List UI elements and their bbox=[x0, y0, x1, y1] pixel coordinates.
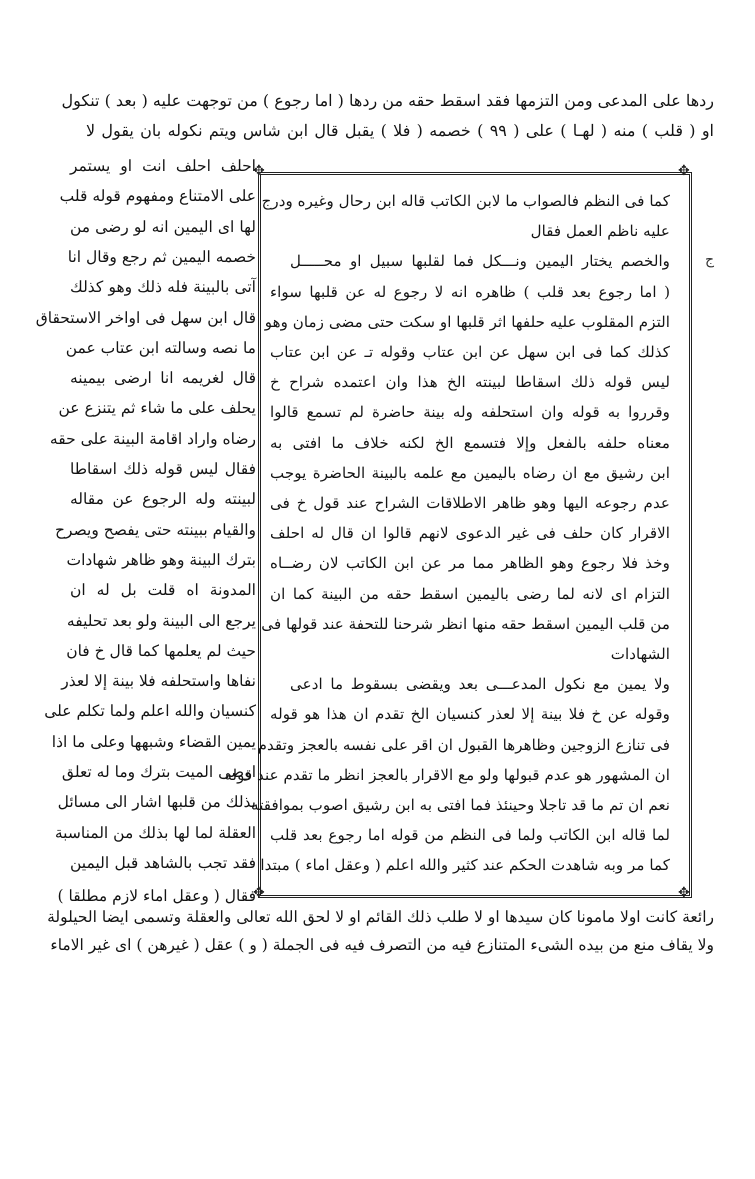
side-line: ما نصه وسالته ابن عتاب عمن bbox=[65, 338, 256, 357]
frame-corner-ornament: ✥ bbox=[253, 885, 265, 901]
frame-corner-ornament: ✥ bbox=[678, 163, 690, 179]
commentary-line: لما قاله ابن الكاتب ولما فى النظم من قوله اما رجوع بعد قلب bbox=[270, 826, 670, 845]
commentary-line: كما مر وبه شاهدت الحكم عند كثير والله اعلم ( وعقل اماء ) مبتدا bbox=[260, 856, 670, 875]
commentary-line: من قلب اليمين اسقط حقه منها انظر شرحنا للتحفة عند قولها فى bbox=[261, 614, 670, 633]
commentary-line: نعم ان تم ما قد تاجلا وحينئذ فما افتى به ابن رشيق اصوب بموافقته bbox=[251, 796, 670, 814]
commentary-line: التزام اى لانه لما رضى باليمين اسقط حقه من البينة كما ان bbox=[270, 584, 670, 603]
commentary-line: ليس قوله ذلك اسقاطا لبينته الخ هذا وان اعتمده شراح خ bbox=[270, 373, 670, 392]
commentary-line: ابن رشيق مع ان رضاه باليمين مع علمه بالبينة الحاضرة يوجب bbox=[270, 463, 670, 482]
side-line: العقلة لما لها بذلك من المناسبة bbox=[54, 823, 256, 842]
side-line: يحلف على ما شاء ثم يتنزع عن bbox=[58, 399, 256, 418]
side-line: لها اى اليمين انه لو رضى من bbox=[70, 217, 256, 236]
bottom-line: رائعة كانت اولا مامونا كان سيدها او لا طلب ذلك القائم او لا لحق الله تعالى والعقلة وتسمى ايضا الحيلولة bbox=[47, 908, 714, 926]
side-line: يرجع الى البينة ولو بعد تحليفه bbox=[66, 611, 256, 630]
side-line: فقد تجب بالشاهد قبل اليمين bbox=[70, 853, 256, 872]
commentary-line: الاقرار كان حلف فى غير الدعوى لانهم قالوا ان قال له احلف bbox=[270, 524, 670, 543]
frame-corner-ornament: ✥ bbox=[253, 163, 265, 179]
side-line: قال لغريمه انا ارضى بيمينه bbox=[70, 369, 256, 388]
commentary-line: وخذ فلا رجوع وهو الظاهر مما مر عن ابن الكاتب لان رضــاه bbox=[270, 554, 670, 573]
side-line: كنسيان والله اعلم ولما تكلم على bbox=[44, 702, 256, 721]
frame-corner-ornament: ✥ bbox=[678, 885, 690, 901]
side-line: المدونة اه قلت بل له ان bbox=[70, 581, 256, 600]
commentary-line: والخصم يختار اليمين ونـــكل فما لقلبها سبيل او محـــــل bbox=[290, 252, 670, 271]
commentary-line: ولا يمين مع نكول المدعـــى بعد ويقضى بسقوط ما ادعى bbox=[290, 675, 670, 694]
side-line: آتى بالبينة فله ذلك وهو كذلك bbox=[70, 278, 256, 297]
commentary-line: وقرروا به قوله وان استحلفه وله بينة حاضرة لم تسمع قالوا bbox=[270, 403, 670, 422]
side-line: خصمه اليمين ثم رجع وقال انا bbox=[67, 247, 256, 266]
commentary-line: ان المشهور هو عدم قبولها ولو مع الاقرار بالعجز انظر ما تقدم عند قوله bbox=[224, 765, 670, 784]
commentary-line: وقوله عن خ فلا بينة إلا لعذر كنسيان الخ تقدم ان هذا هو قوله bbox=[270, 705, 670, 724]
commentary-line: كذلك كما فى ابن سهل عن ابن عتاب وقوله تـ عن ابن عتاب bbox=[270, 343, 670, 361]
side-line: بترك البينة وهو ظاهر شهادات bbox=[66, 550, 256, 569]
side-line: احلف احلف انت او يستمر bbox=[70, 157, 256, 175]
side-line: لبينته وله الرجوع عن مقاله bbox=[70, 490, 256, 509]
side-line: رضاه واراد اقامة البينة على حقه bbox=[49, 429, 256, 448]
side-line: قال ابن سهل فى اواخر الاستحقاق bbox=[35, 308, 256, 327]
bottom-line: ولا يقاف منع من بيده الشىء المتنازع فيه من التصرف فيه فى الجملة ( و ) عقل ( غيرهن ) اى غير الاماء bbox=[50, 936, 714, 954]
side-line: على الامتناع ومفهوم قوله قلب bbox=[59, 187, 256, 206]
side-line: فقال ( وعقل اماء لازم مطلقا ) bbox=[57, 887, 256, 905]
side-line: يمين القضاء وشبهها وعلى ما اذا bbox=[51, 732, 256, 751]
margin-note: ج bbox=[705, 252, 715, 268]
top-line: او ( قلب ) منه ( لهـا ) على ( ٩٩ ) خصمه ( فلا ) يقبل قال ابن شاس ويتم نكوله بان يقول لا bbox=[86, 121, 714, 140]
commentary-line: الشهادات bbox=[610, 645, 670, 663]
commentary-line: فى تنازع الزوجين وظاهرها القبول ان اقر على نفسه بالعجز وتقدم bbox=[257, 735, 670, 754]
side-line: بذلك من قلبها اشار الى مسائل bbox=[57, 793, 256, 812]
side-line: حيث لم يعلمها كما قال خ فان bbox=[66, 641, 256, 660]
commentary-line: التزم المقلوب عليه حلفها اثر قلبها او سكت حتى مضى زمان وهو bbox=[264, 312, 670, 331]
side-line: والقيام ببينته حتى يفصح ويصرح bbox=[55, 520, 256, 539]
side-line: فقال ليس قوله ذلك اسقاطا bbox=[70, 460, 256, 478]
commentary-line: عدم رجوعه اليها وهو ظاهر الاطلاقات الشراح عند قول خ فى bbox=[270, 494, 670, 512]
commentary-line: ( اما رجوع بعد قلب ) ظاهره انه لا رجوع له عن قلبها سواء bbox=[270, 282, 670, 301]
commentary-line: عليه ناظم العمل فقال bbox=[530, 222, 670, 241]
commentary-line: معناه حلفه بالفعل وإلا فتسمع الخ لكنه خلاف ما افتى به bbox=[270, 433, 670, 452]
top-line: ردها على المدعى ومن التزمها فقد اسقط حقه من ردها ( اما رجوع ) من توجهت عليه ( بعد ) تنكول bbox=[61, 91, 714, 110]
side-line: نفاها واستحلفه فلا بينة إلا لعذر bbox=[61, 672, 256, 691]
side-line: اوصى الميت بترك وما له تعلق bbox=[61, 763, 256, 781]
commentary-line: كما فى النظم فالصواب ما لابن الكاتب قاله ابن رحال وغيره ودرج bbox=[261, 192, 670, 210]
